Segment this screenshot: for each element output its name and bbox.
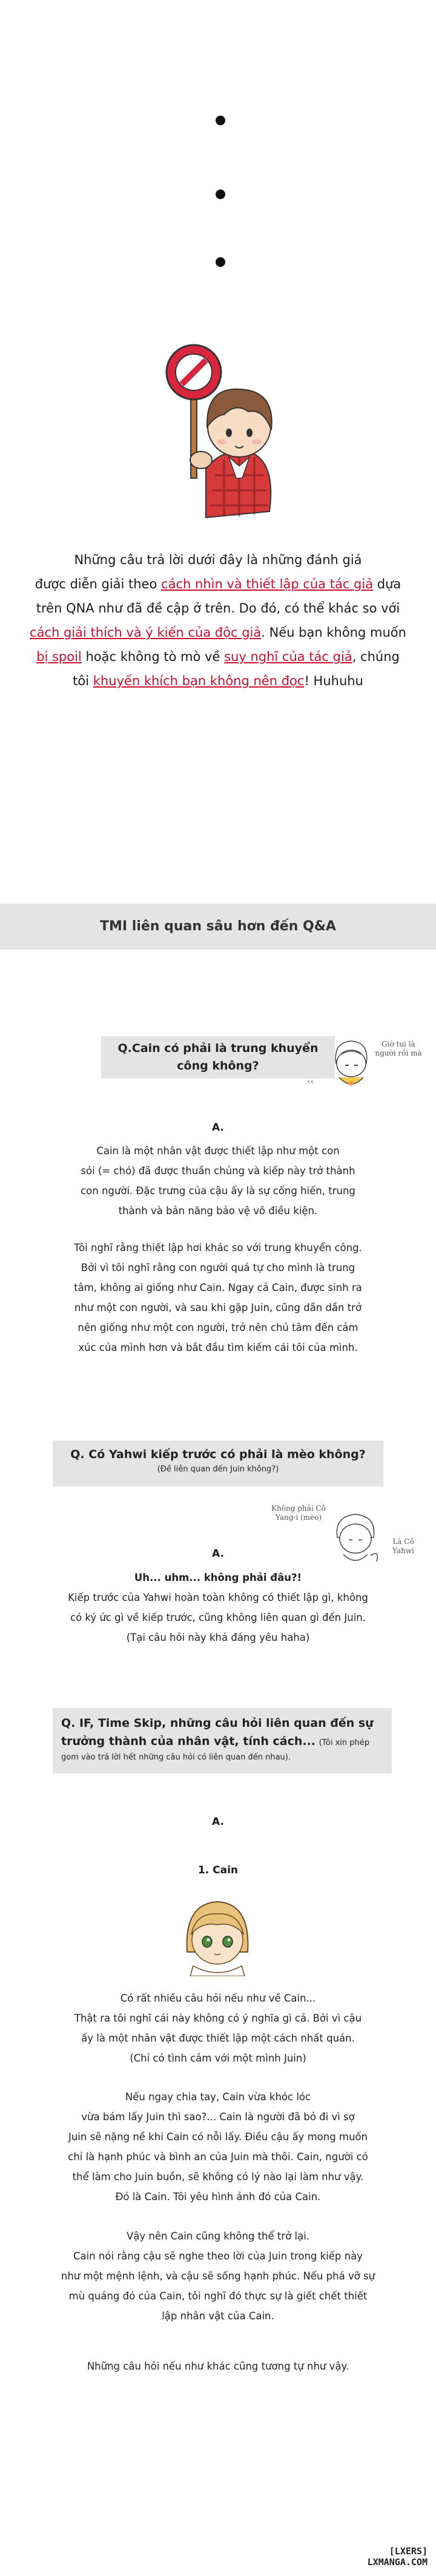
- text-line: nên giống như một con người, trở nên chủ tâm đến cảm: [78, 1322, 358, 1333]
- chibi-stop-sign-illustration: [164, 336, 285, 533]
- text-line: Có rất nhiều câu hỏi nếu như về Cain...: [120, 1993, 316, 2004]
- text-line: sói (= chó) đã được thuần chủng và kiếp này trở thành: [81, 1165, 355, 1177]
- watermark-line-2: LXMANGA.COM: [367, 2557, 428, 2568]
- text-line: Đó là Cain. Tôi yêu hình ảnh đó của Cain.: [115, 2191, 321, 2203]
- q2-side-note-1: Không phải Cô Yang-i (mèo): [271, 1504, 326, 1522]
- q3-cain-para-4: Những câu hỏi nếu như khác cũng tương tự như vậy.: [87, 2361, 349, 2372]
- q1-answer-para-2: [12, 1238, 424, 1358]
- intro-highlight: suy nghĩ của tác giả: [224, 649, 352, 664]
- chibi-cain-illustration: [324, 1030, 372, 1091]
- intro-highlight: cách giải thích và ý kiến của độc giả: [30, 625, 262, 640]
- q1-side-note: Giờ tui là người rồi mà: [375, 1040, 422, 1057]
- text-line: (Chỉ có tình cảm với một mình Juin): [130, 2052, 306, 2064]
- text-line: thể làm cho Juin buồn, sẽ không có lý nào lại làm như vậy.: [72, 2171, 364, 2183]
- text-line: vừa bám lấy Juin thì sao?... Cain là người đã bỏ đi vì sợ: [81, 2111, 355, 2123]
- q2-side-note-2: Là Cô Yahwi: [392, 1537, 414, 1555]
- text-line: mù quáng đó của Cain, tôi nghĩ đó thực sự là giết chết thiết: [68, 2290, 368, 2302]
- q3-cain-para-2: [12, 2087, 424, 2207]
- text-line: có ký ức gì về kiếp trước, cũng không liên quan gì đến Juin.: [70, 1612, 366, 1623]
- site-watermark: [368, 2546, 428, 2568]
- text-line: như một con người, và sau khi gặp Juin, cũng dần dần trở: [74, 1302, 362, 1313]
- intro-text: ! Huhuhu: [304, 674, 363, 688]
- watermark-line-1: [LXERS]: [389, 2546, 428, 2557]
- intro-line-6: [24, 669, 412, 693]
- text-line: Uh... uhm... không phải đâu?!: [134, 1572, 302, 1583]
- ellipsis-dot-1: [216, 116, 225, 125]
- q2-answer-label: A.: [212, 1548, 224, 1560]
- text-line: Thật ra tôi nghĩ cái này không có ý nghĩa gì cả. Bởi vì cậu: [74, 2012, 362, 2024]
- intro-line-3: trên QNA như đã đề cập ở trên. Do đó, có thể khác so với: [36, 601, 400, 616]
- q3-cain-para-1: [12, 1988, 424, 2068]
- intro-highlight: khuyến khích bạn không nên đọc: [93, 674, 305, 688]
- cain-portrait-illustration: [172, 1888, 263, 1976]
- q3-heading-cain: 1. Cain: [197, 1864, 239, 1876]
- q3-question-box: [53, 1708, 392, 1773]
- intro-text: . Nếu bạn không muốn: [261, 625, 406, 640]
- text-line: lập nhân vật của Cain.: [162, 2310, 274, 2322]
- text-line: Nếu ngay chia tay, Cain vừa khóc lóc: [125, 2091, 311, 2103]
- q1-question-box: Q.Cain có phải là trung khuyển công không?: [101, 1036, 335, 1079]
- q2-question-box: [53, 1441, 383, 1487]
- intro-line-5: [24, 645, 412, 669]
- text-line: chỉ là hạnh phúc và bình an của Juin mà thôi. Cain, người có: [68, 2151, 368, 2163]
- text-line: thành và bản năng bảo vệ vô điều kiện.: [118, 1205, 318, 1217]
- q1-answer-para-1: [12, 1141, 424, 1221]
- text-line: Kiếp trước của Yahwi hoàn toàn không có thiết lập gì, không: [68, 1592, 368, 1603]
- intro-text: được diễn giải theo: [35, 577, 162, 591]
- intro-line-2: [24, 572, 412, 596]
- text-line: xúc của mình hơn và bắt đầu tìm kiếm cái tôi của mình.: [78, 1342, 358, 1353]
- q3-answer-label: A.: [212, 1816, 224, 1828]
- text-line: con người. Đặc trưng của cậu ấy là sự cống hiến, trung: [81, 1185, 355, 1197]
- text-line: Juin sẽ nặng nề khi Cain có nỗi lấy. Điều cậu ấy mong muốn: [68, 2131, 368, 2143]
- intro-text: tôi: [73, 674, 93, 688]
- intro-highlight: bị spoil: [36, 649, 82, 664]
- text-line: Vậy nên Cain cũng không thể trở lại.: [126, 2230, 310, 2242]
- text-line: Cain là một nhân vật được thiết lập như một con: [96, 1145, 340, 1157]
- q1-side-mark: ‹‹: [307, 1077, 314, 1086]
- q1-answer-label: A.: [212, 1122, 224, 1134]
- text-line: Tôi nghĩ rằng thiết lập hơi khác so với trung khuyển công.: [74, 1242, 362, 1254]
- intro-text: , chúng: [352, 649, 400, 664]
- q2-question: Q. Có Yahwi kiếp trước có phải là mèo không?: [70, 1448, 366, 1461]
- text-line: như một mệnh lệnh, và cậu sẽ sống hạnh phúc. Nếu phá vỡ sự: [61, 2270, 375, 2282]
- intro-warning-text: [24, 548, 412, 693]
- q3-cain-para-3: [12, 2226, 424, 2326]
- text-line: tâm, không ai giống như Cain. Ngay cả Cain, được sinh ra: [74, 1282, 362, 1293]
- q3-question: Q. IF, Time Skip, những câu hỏi liên quan đến sự trưởng thành của nhân vật, tính cách...: [61, 1717, 374, 1748]
- text-line: Cain nói rằng cậu sẽ nghe theo lời của Juin trong kiếp này: [73, 2250, 363, 2262]
- intro-text: hoặc không tò mò về: [81, 649, 225, 664]
- intro-line-4: [24, 620, 412, 645]
- q2-question-sub: (Đề liên quan đến Juin không?): [157, 1465, 279, 1474]
- text-line: (Tại câu hỏi này khá đáng yêu haha): [126, 1632, 310, 1643]
- intro-text: dựa: [373, 577, 401, 591]
- ellipsis-dot-3: [216, 257, 225, 267]
- q3-question-sub: (Tôi xin phép gom vào trả lời hết những câu hỏi có liên quan đến nhau).: [61, 1738, 370, 1762]
- intro-line-1: Những câu trả lời dưới đây là những đánh giá: [74, 553, 362, 567]
- ellipsis-dot-2: [216, 189, 225, 199]
- q2-answer-text: [12, 1568, 424, 1648]
- text-line: ấy là một nhân vật được thiết lập một cách nhất quán.: [81, 2032, 355, 2044]
- tmi-section-banner: TMI liên quan sâu hơn đến Q&A: [0, 904, 436, 950]
- text-line: Bởi vì tôi nghĩ rằng con người quá tự cho mình là trung: [81, 1262, 355, 1273]
- intro-highlight: cách nhìn và thiết lập của tác giả: [161, 577, 374, 591]
